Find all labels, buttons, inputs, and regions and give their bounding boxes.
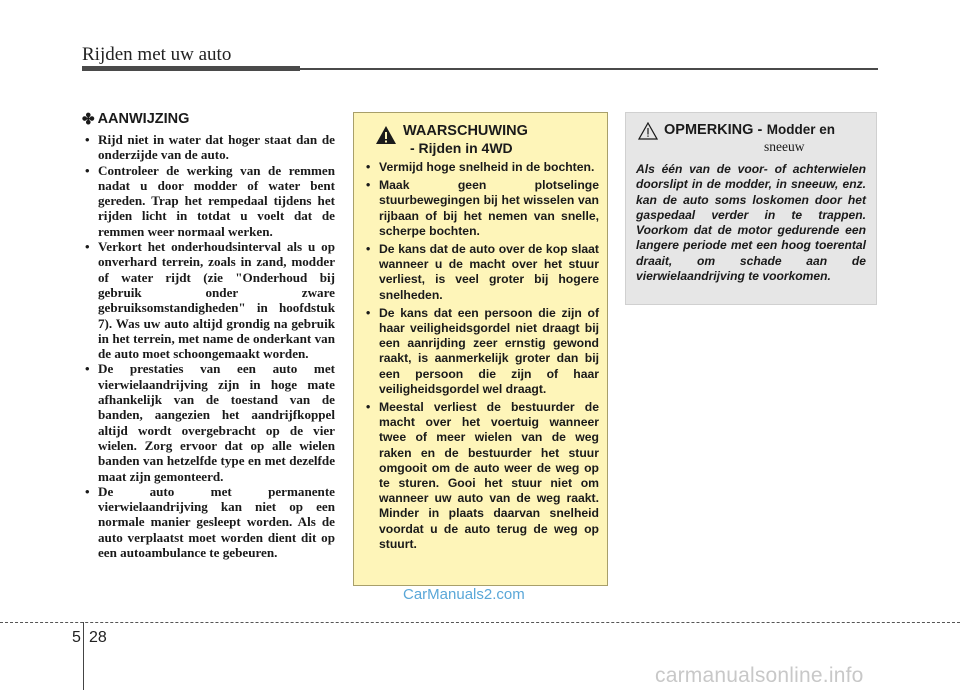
warning-triangle-icon: [375, 125, 397, 145]
note-list: [82, 132, 335, 560]
page-header-title: Rijden met uw auto: [82, 44, 232, 65]
warning-subtitle: - Rijden in 4WD: [410, 140, 513, 156]
note-title: AANWIJZING: [97, 111, 190, 127]
warning-heading: [375, 123, 599, 156]
list-item: • De auto met permanente vierwielaandrijving kan niet op een normale manier gesleept worden. Als de auto verplaatst moet worden dient dit op een autoambulance te gebeuren.: [82, 484, 335, 560]
watermark-large: carmanualsonline.info: [655, 664, 864, 687]
list-item: • De kans dat een persoon die zijn of haar veiligheidsgordel niet draagt bij een aanrijding zeer ernstig gewond raakt, is aanmerkelijk groter dan bij een persoon die zijn of haar veiligheidsgordel wel draagt.: [365, 306, 599, 397]
warning-box: [353, 112, 608, 586]
page-number: 28: [89, 629, 107, 646]
list-item: • Meestal verliest de bestuurder de macht over het voertuig wanneer twee of meer wielen van de weg raken en de bestuurder het stuur omgooit om de auto weer de weg op te sturen. Gooi het stuur niet om wanneer uw auto van de weg raakt. Minder in plaats daarvan snelheid voordat u de auto terug de weg op stuurt.: [365, 400, 599, 552]
list-item: • Verkort het onderhoudsinterval als u op onverhard terrein, zoals in zand, modder of water rijdt (zie "Onderhoud bij gebruik onder zware gebruiksomstandigheden" in hoofdstuk 7). Was uw auto altijd grondig na gebruik in het terrein, met name de onderkant van de auto moet schoongemaakt worden.: [82, 239, 335, 361]
info-heading: [638, 121, 866, 140]
header-rule-thick: [82, 66, 300, 71]
warning-list: [365, 160, 599, 552]
list-item: • De prestaties van een auto met vierwielaandrijving zijn in hoge mate afhankelijk van de toestand van de banden, aangezien het aandrijfkoppel altijd wordt overgebracht op de vier wielen. Zorg ervoor dat op alle wielen banden van hetzelfde type en met dezelfde maat zijn gemonteerd.: [82, 361, 335, 483]
list-item: • Controleer de werking van de remmen nadat u door modder of water bent gereden. Trap het rempedaal tijdens het rijden licht in totdat u voelt dat de remmen weer normaal werken.: [82, 163, 335, 239]
list-item: • Rijd niet in water dat hoger staat dan de onderzijde van de auto.: [82, 132, 335, 163]
caution-triangle-icon: [638, 122, 658, 140]
star-cross-icon: ✤: [82, 111, 95, 128]
note-heading: [82, 110, 335, 128]
watermark-small: CarManuals2.com: [403, 586, 525, 603]
header-rule-thin: [300, 68, 878, 70]
warning-title: WAARSCHUWING: [403, 123, 528, 139]
note-section: [82, 110, 335, 560]
list-item: • Vermijd hoge snelheid in de bochten.: [365, 160, 599, 175]
footer-dash-line: [0, 622, 960, 623]
info-box: [625, 112, 877, 305]
chapter-number: 5: [72, 629, 81, 646]
footer-divider: [83, 622, 84, 690]
info-subtitle-b: sneeuw: [764, 139, 805, 154]
info-subtitle-a: Modder en: [766, 122, 835, 137]
info-title: OPMERKING -: [664, 122, 763, 138]
list-item: • De kans dat de auto over de kop slaat wanneer u de macht over het stuur verliest, is veel groter bij hogere snelheden.: [365, 242, 599, 303]
list-item: • Maak geen plotselinge stuurbewegingen bij het wisselen van rijbaan of bij het nemen van snelle, scherpe bochten.: [365, 178, 599, 239]
info-body: Als één van de voor- of achterwielen doorslipt in de modder, in sneeuw, enz. kan de auto soms loskomen door het gaspedaal verder in te trappen. Voorkom dat de motor gedurende een langere periode met een hoog toerental draait, om schade aan de vierwielaandrijving te voorkomen.: [636, 162, 866, 284]
